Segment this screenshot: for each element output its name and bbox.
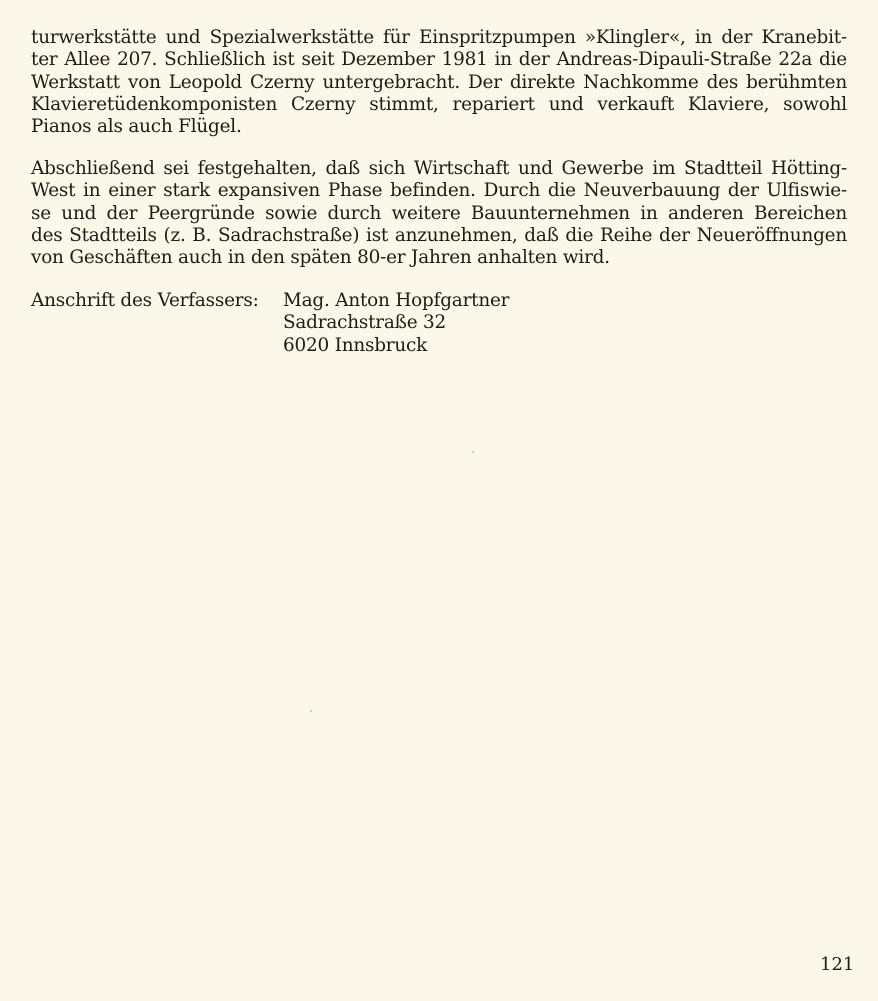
paper-speck [310,710,312,712]
page-number: 121 [820,954,855,975]
address-name: Mag. Anton Hopfgartner [283,290,510,311]
paper-speck [472,451,474,453]
text-line: se und der Peergründe sowie durch weitere Bauunternehmen in anderen Bereichen [31,202,847,224]
address-block [283,290,509,357]
text-line: Werkstatt von Leopold Czerny untergebracht. Der direkte Nachkomme des berühmten [31,71,847,93]
text-line: des Stadtteils (z. B. Sadrachstraße) ist anzunehmen, daß die Reihe der Neueröffnungen [31,224,847,246]
address-city: 6020 Innsbruck [283,334,428,356]
address-label: Anschrift des Verfassers: [31,290,259,311]
text-line: West in einer stark expansiven Phase befinden. Durch die Neuverbauung der Ulfiswie- [31,180,847,202]
text-line: ter Allee 207. Schließlich ist seit Dezember 1981 in der Andreas-Dipauli-Straße 22a die [31,49,847,71]
text-line: turwerkstätte und Spezialwerkstätte für Einspritzpumpen »Klingler«, in der Kranebit- [31,27,847,48]
address-street: Sadrachstraße 32 [283,312,447,334]
text-line: Pianos als auch Flügel. [31,116,242,138]
paragraph-conclusion [31,158,847,269]
text-line: Klavieretüdenkomponisten Czerny stimmt, repariert und verkauft Klaviere, sowohl [31,93,847,115]
paragraph-workshops [31,27,847,138]
text-line: von Geschäften auch in den späten 80-er Jahren anhalten wird. [31,247,610,269]
text-line: Abschließend sei festgehalten, daß sich Wirtschaft und Gewerbe im Stadtteil Hötting- [31,158,847,179]
